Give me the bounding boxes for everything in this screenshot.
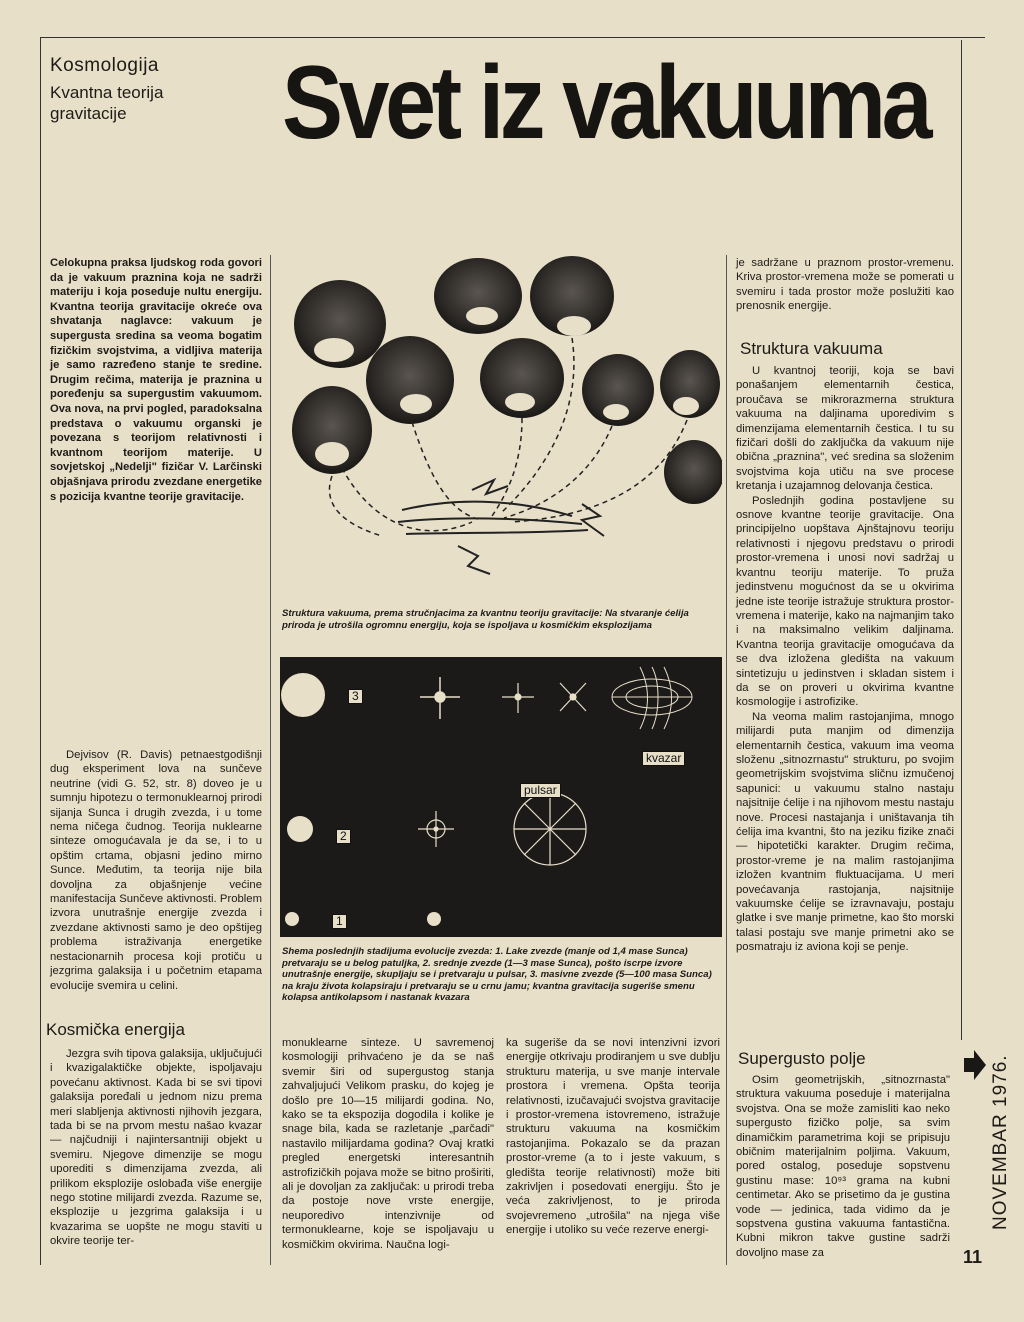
article-lead: Celokupna praksa ljudskog roda govori da je vakuum praznina koja ne sadrži materiju i koja poseduje nultu energiju. Kvantna teorija gravitacije okreće ova shvatanja naglavce: vakuum je supergusta sredina sa veoma bogatim fizičkim svojstvima, a vidljiva materija je samo razređeno stanje te sredine. Drugim rečima, materija je praznina u poređenju sa supergustim vakuumom. Ova nova, na prvi pogled, paradoksalna predstava o vakuumu organski je povezana s teorijom relativnosti i kvantnom teorijom materije. U sovjetskoj „Nedelji" fizičar V. Larčinski objašnjava prirodu zvezdane energetike s pozicija kvantne teorije gravitacije. <box>50 257 263 503</box>
column-4b-text <box>736 364 954 955</box>
stage-label-2: 2 <box>336 829 351 844</box>
paragraph: je sadržane u praznom prostor-vremenu. Kriva prostor-vremena može se pomerati u svemiru i tada prostor može poslužiti kao prenosnik energije. <box>736 257 954 313</box>
diagram-caption: Shema poslednjih stadijuma evolucije zvezda: 1. Lake zvezde (manje od 1,4 mase Sunca) pretvaraju se u belog patuljka, 2. srednje zvezde (1—3 mase Sunca), pošto iscrpe izvore unutrašnje energije, skupljaju se i pretvaraju u pulsar, 3. masivne zvezde (5—100 masa Sunca) na kraju života kolapsiraju i pretvaraju se u crnu jamu; kvantna gravitacija sugeriše smenu kolapsa antikolapsom i nastanak kvazara <box>282 946 712 1004</box>
arrow-right-icon <box>962 1048 988 1082</box>
frame-top-rule <box>40 37 985 38</box>
paragraph: ka sugeriše da se novi intenzivni izvori energije otkrivaju prodiranjem u sve dublju strukturu materija, u sve manje intervale prostora i vremena. Opšta teorija relativnosti, izučavajući svojstva gravitacije i prostor-vremena istovremeno, istražuje strukturu vakuuma na kosmičkim rastojanjima. Pokazalo se da prazan prostor-vreme (a to i jeste vakuum, s gledišta teorije relativnosti) može biti zakrivljen i posedovati energiju. Što je veća zakrivljenost, to je priroda svojevremeno „utrošila" na njega više energije i utoliko su veće rezerve energi- <box>506 1037 720 1237</box>
column-4a-text <box>736 256 954 314</box>
quasar-field <box>612 667 692 729</box>
illustration-caption: Struktura vakuuma, prema stručnjacima za kvantnu teoriju gravitacije: Na stvaranje ćelija priroda je utrošila ogromnu energiju, koja se ispoljava u kosmičkim eksplozijama <box>282 608 689 631</box>
frame-left-rule <box>40 37 41 1265</box>
stellar-evolution-diagram <box>280 657 722 937</box>
stage-label-3: 3 <box>348 689 363 704</box>
light-star <box>285 912 299 926</box>
massive-star <box>281 673 325 717</box>
column-1b-text <box>50 1047 262 1249</box>
frame-right-rule <box>961 40 962 1040</box>
paragraph: Dejvisov (R. Davis) petnaestgodišnji dug eksperiment lova na sunčeve neutrine (vidi G. 52, str. 8) doveo je u sumnju hipotezu o termonuklearnoj prirodi sijanja Sunca i drugih zvezda, i u tome nema ničega čudnog. Teorija nuklearne sinteze omogućavala je da se, i to u opštim crtama, objasni jedino mirno Sunce. Međutim, ta teorija nije bila dovoljna za objašnjenje većine manifestacija Sunčeve aktivnosti. Problem izvora unutrašnje energije zvezda i zvezdane aktivnosti samo je deo opštijeg problema istraživanja energetike nestacionarnih procesa koji protiču u jezgrima galaksija i u početnim etapama evolucije svemira u celini. <box>50 749 262 992</box>
subhead-struktura-vakuuma: Struktura vakuuma <box>740 339 883 358</box>
article-headline: Svet iz vakuuma <box>282 45 929 161</box>
star-sparkle <box>420 677 460 719</box>
column-rule-2 <box>726 255 727 1265</box>
stellar-evolution-graphic <box>280 657 722 937</box>
white-dwarf <box>427 912 441 926</box>
paragraph: Na veoma malim rastojanjima, mnogo milijardi puta manjim od dimenzija elementarnih čestica, vakuum ima veoma složenu „sitnozrnastu" strukturu, po svojim geometrijskim svojstvima sličnu izmučenoj sapunici: u vakuumu stalno nastaju najsitnije ćelije i na njihovom mestu nastaju nove. Procesi nastajanja i uništavanja tih ćelija ima kvantni, što na jeziku fizike znači — hipotetički karakter. Drugim rečima, prostor-vreme je na malim rastojanjima izložen kvantnim fluktuacijama. U meri povećavanja rastojanja, najsitnije vakuumske ćelije se izravnavaju, postaju glatke i sve manje primetne, kao što morski talasi postaju sve manje primetni ako se posmatraju iz aviona koji se penje. <box>736 710 954 954</box>
cell-blob <box>366 336 454 424</box>
star-sparkle <box>560 683 586 711</box>
page-number: 11 <box>963 1247 983 1267</box>
paragraph: Poslednjih godina postavljene su osnove kvantne teorije gravitacije. Ona principijelno uopštava Ajnštajnovu teoriju relativnosti i njegovu predstavu o prirodi prostor-vremena i unosi novi sadržaj u kvantnu teoriju materije. To pruža jedinstvenu mogućnost da se u okvirima jedne iste teorije istražuje struktura prostor-vremena i materije, kako na najmanjim tako i na maksimalno velikim daljinama. Kvantna teorija gravitacije omogućava da se dva izložena gledišta na vakuum sintetizuju u jedinstven i skladan sistem i da se on proveri u okvirima kvantne kosmologije i astrofizike. <box>736 494 954 709</box>
explosion-lines <box>398 480 604 574</box>
kvazar-label: kvazar <box>642 751 685 766</box>
column-2-text <box>282 1036 494 1252</box>
column-4c-text <box>736 1073 950 1260</box>
stage-label-1: 1 <box>332 914 347 929</box>
cell-blob <box>582 354 654 426</box>
star-sparkle <box>502 683 534 713</box>
issue-date: NOVEMBAR 1976. <box>990 1054 1011 1230</box>
paragraph: monuklearne sinteze. U savremenoj kosmologiji prihvaćeno je da se naš svemir širi od supergustog stanja zahvaljujući Velikom prasku, do kojeg je došlo pre 10—15 milijardi godina. No, kako se ta ekspozija dogodila i kolike je snage bila, kada se razletanje „parčadi" nastavilo milijardama godina? Ovaj kratki pregled energetski interesantnih astrofizičkih pojava može se bitno proširiti, ali je dovoljan za zaključak: u prirodi treba da postoje nove vrste energije, neuporedivo intenzivnije od termonuklearne, koje se ispoljavaju u kosmičkim okvirima. Naučna logi- <box>282 1037 494 1251</box>
vacuum-cells-illustration <box>282 254 722 598</box>
column-3-text <box>506 1036 720 1238</box>
pulsar-forming <box>418 811 454 847</box>
cell-blob <box>292 386 372 474</box>
cell-blob <box>294 280 386 368</box>
column-rule-1 <box>270 255 271 1265</box>
cell-blob <box>434 258 522 334</box>
subhead-supergusto-polje: Supergusto polje <box>738 1049 866 1068</box>
pulsar-label: pulsar <box>520 783 561 798</box>
section-subkicker: Kvantna teorija gravitacije <box>50 83 164 123</box>
cell-blob <box>664 440 722 504</box>
cell-blob <box>530 256 614 336</box>
paragraph: U kvantnoj teoriji, koja se bavi ponašanjem elementarnih čestica, proučava se mikrorazmerna struktura vakuuma na daljinama uporedivim s dimenzijama elementarnih čestica. I tu su fizičari došli do zaključka da vakuum nije obična „praznina", već sredina sa složenim svojstvima koja utiču na sve procese kretanja i uzajamnog delovanja čestica. <box>736 365 954 493</box>
column-1-text <box>50 748 262 993</box>
paragraph: Osim geometrijskih, „sitnozrnasta" struktura vakuuma poseduje i materijalna svojstva. Ona se može zamisliti kao neko supergusto fizičko polje, sa svim dinamičkim parametrima koji se pripisuju običnim materijalnim poljima. Vakuum, pored ostalog, poseduje sopstvenu gustinu mase: 10⁹³ grama na kubni centimetar. Ako se prisetimo da je gustina vode — jedinica, tada vidimo da je sopstvena gustina vakuuma fantastična. Kubni mikron takve gustine sadrži dovoljno mase za <box>736 1074 950 1259</box>
cell-blob <box>480 338 564 418</box>
section-kicker: Kosmologija <box>50 55 159 76</box>
pulsar-wheel <box>514 793 586 865</box>
subhead-kosmicka-energija: Kosmička energija <box>46 1020 185 1039</box>
cell-blob <box>660 350 720 418</box>
paragraph: Jezgra svih tipova galaksija, uključujući i kvazigalaktičke objekte, ispoljavaju povećanu aktivnost. Kada bi se svi tipovi galaksija poređali u jednom nizu prema meri slabljenja aktivnosti njihovih jezgara, tada bi se na prvom mestu našao kvazar — najčudniji i najintersantniji objekt u svemiru. Njegove dimenzije se mogu uporediti s dimenzijama zvezda, ali prilikom eksplozije oslobađa više energije nego stotine milijardi zvezda. Razume se, eksplozije u jezgrima galaksija i u kvazarima se uopšte ne mogu staviti u okvire teorije ter- <box>50 1048 262 1248</box>
medium-star <box>287 816 313 842</box>
